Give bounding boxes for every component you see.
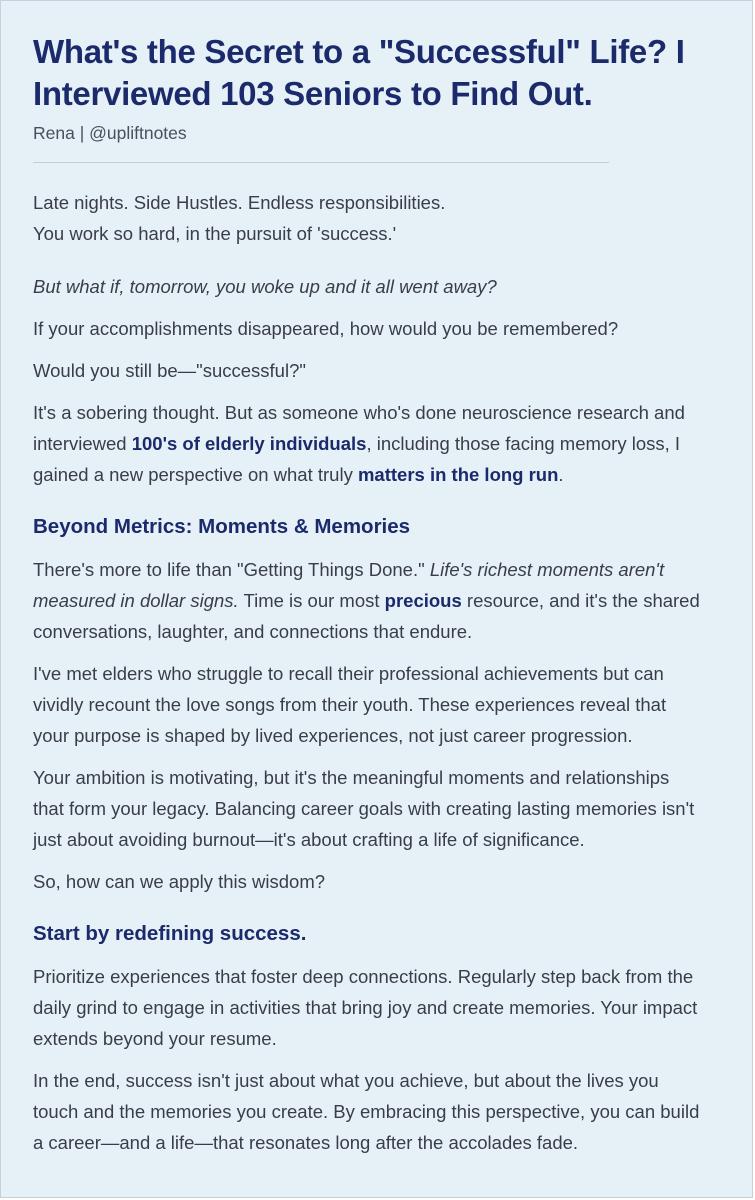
sobering-text-3: . bbox=[558, 464, 564, 485]
article-title: What's the Secret to a "Successful" Life? I Interviewed 103 Seniors to Find Out. bbox=[33, 33, 685, 112]
author-byline: Rena | @upliftnotes bbox=[33, 123, 187, 143]
section-heading-metrics: Beyond Metrics: Moments & Memories bbox=[33, 515, 411, 538]
redefining-paragraph-1: Prioritize experiences that foster deep connections. Regularly step back from the daily grind to engage in activities that bring joy and create memories. Your impact extends beyond your resume. bbox=[33, 966, 698, 1049]
sobering-bold-2: matters in the long run bbox=[357, 464, 559, 485]
sobering-text-2: , including those facing memory loss, I gained a new perspective on what truly bbox=[33, 433, 681, 485]
metrics-paragraph-2: I've met elders who struggle to recall their professional achievements but can vividly recount the love songs from their youth. These experiences reveal that your purpose is shaped by lived experiences, not just career progression. bbox=[33, 663, 667, 746]
metrics-paragraph-4: So, how can we apply this wisdom? bbox=[33, 871, 326, 892]
sobering-paragraph bbox=[33, 397, 703, 490]
sobering-bold-1: 100's of elderly individuals bbox=[131, 433, 367, 454]
metrics-p1-bold: precious bbox=[384, 590, 462, 611]
intro-line-2: You work so hard, in the pursuit of 'success.' bbox=[33, 223, 397, 244]
title-divider bbox=[33, 162, 609, 163]
section-heading-redefining: Start by redefining success. bbox=[33, 922, 307, 945]
redefining-paragraph-2: In the end, success isn't just about what you achieve, but about the lives you touch and the memories you create. By embracing this perspective, you can build a career—and a life—that resonates long after the accolades fade. bbox=[33, 1070, 700, 1153]
question-successful: Would you still be—"successful?" bbox=[33, 360, 306, 381]
article-content bbox=[33, 31, 703, 1158]
metrics-p1-italic: Life's richest moments aren't measured in dollar signs. bbox=[33, 559, 665, 611]
metrics-p1-text-2: Time is our most bbox=[238, 590, 385, 611]
intro-paragraph bbox=[33, 187, 703, 249]
question-remembered: If your accomplishments disappeared, how would you be remembered? bbox=[33, 318, 619, 339]
question-italic: But what if, tomorrow, you woke up and it all went away? bbox=[33, 276, 497, 297]
metrics-paragraph-1 bbox=[33, 554, 703, 647]
article-body bbox=[33, 187, 703, 1158]
intro-line-1: Late nights. Side Hustles. Endless responsibilities. bbox=[33, 192, 446, 213]
metrics-p1-text-3: resource, and it's the shared conversations, laughter, and connections that endure. bbox=[33, 590, 700, 642]
metrics-p1-text-1: There's more to life than "Getting Things Done." bbox=[33, 559, 430, 580]
metrics-paragraph-3: Your ambition is motivating, but it's the meaningful moments and relationships that form your legacy. Balancing career goals with creating lasting memories isn't just about avoiding burnout—it's about crafting a life of significance. bbox=[33, 767, 695, 850]
sobering-text-1: It's a sobering thought. But as someone who's done neuroscience research and interviewed bbox=[33, 402, 685, 454]
